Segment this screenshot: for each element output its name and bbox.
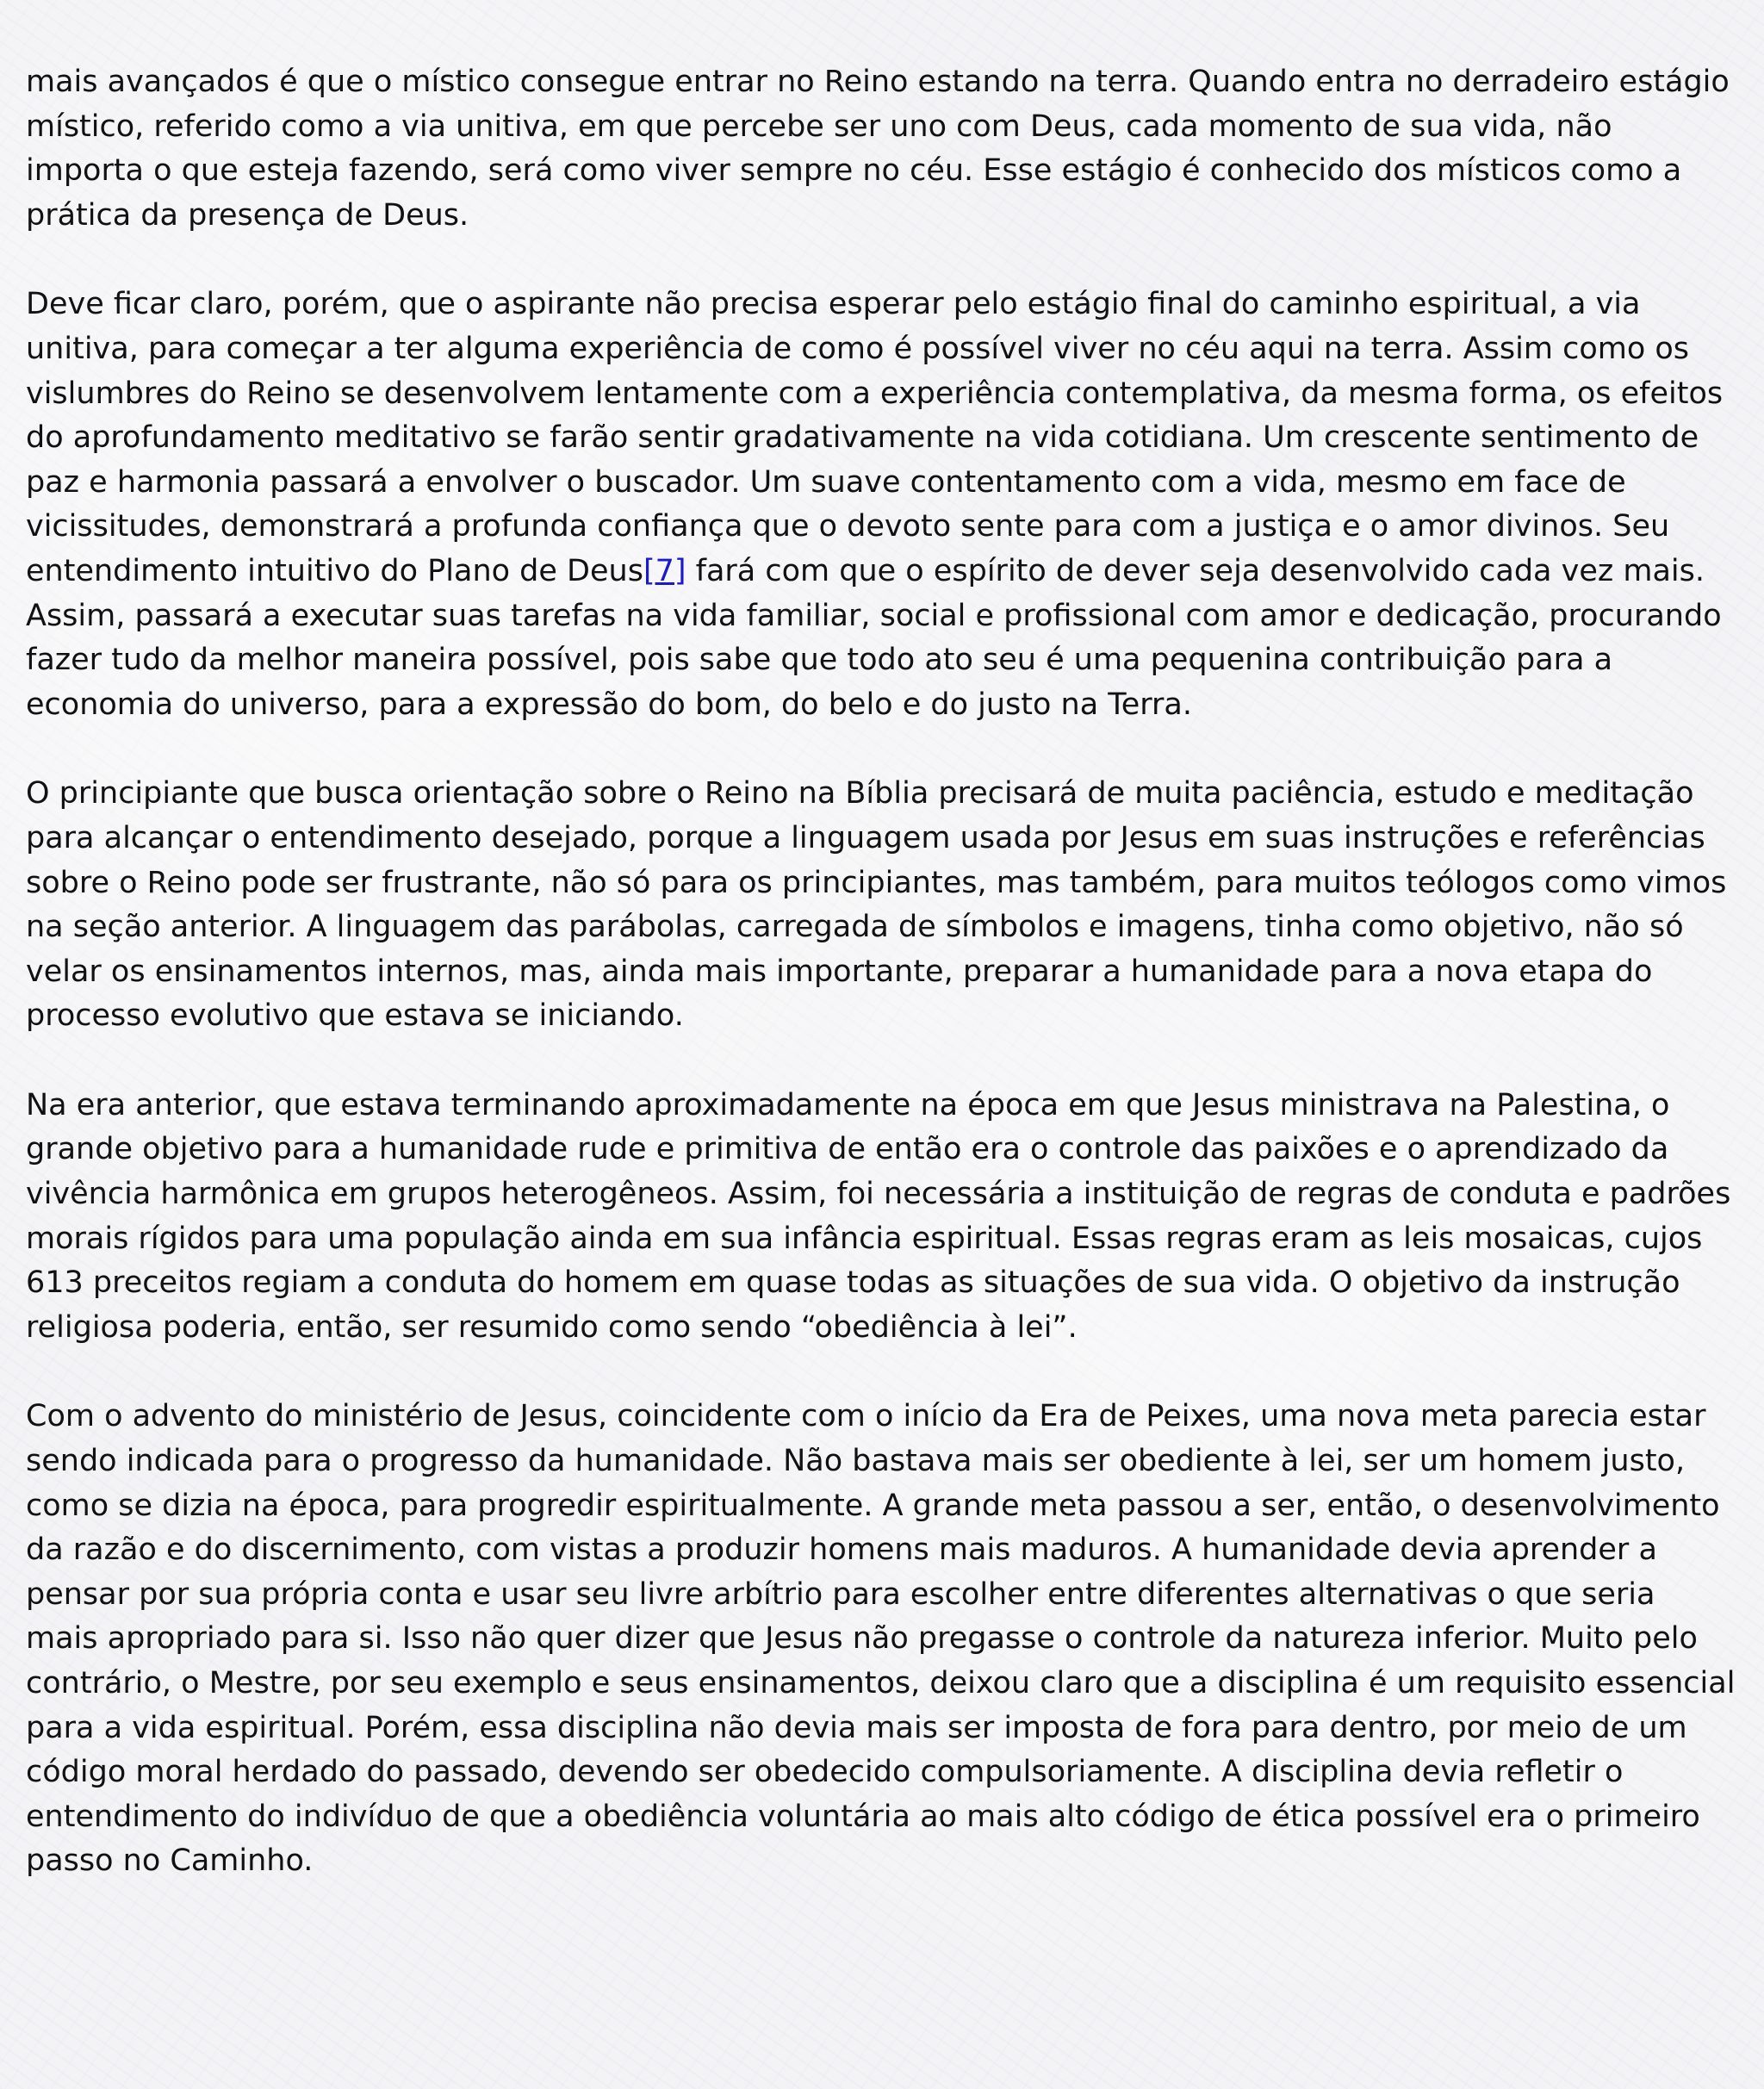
document-body — [26, 60, 1736, 1929]
footnote-link-7[interactable]: [7] — [643, 553, 686, 588]
paragraph-5: Com o advento do ministério de Jesus, coincidente com o início da Era de Peixes, uma nova meta parecia estar sendo indicada para o progresso da humanidade. Não bastava mais ser obediente à lei, ser um homem justo, como se dizia na época, para progredir espiritualmente. A grande meta passou a ser, então, o desenvolvimento da razão e do discernimento, com vistas a produzir homens mais maduros. A humanidade devia aprender a pensar por sua própria conta e usar seu livre arbítrio para escolher entre diferentes alternativas o que seria mais apropriado para si. Isso não quer dizer que Jesus não pregasse o controle da natureza inferior. Muito pelo contrário, o Mestre, por seu exemplo e seus ensinamentos, deixou claro que a disciplina é um requisito essencial para a vida espiritual. Porém, essa disciplina não devia mais ser imposta de fora para dentro, por meio de um código moral herdado do passado, devendo ser obedecido compulsoriamente. A disciplina devia refletir o entendimento do indivíduo de que a obediência voluntária ao mais alto código de ética possível era o primeiro passo no Caminho. — [26, 1399, 1736, 1879]
paragraph-3: O principiante que busca orientação sobre o Reino na Bíblia precisará de muita paciência, estudo e meditação para alcançar o entendimento desejado, porque a linguagem usada por Jesus em suas instruções e referências sobre o Reino pode ser frustrante, não só para os principiantes, mas também, para muitos teólogos como vimos na seção anterior. A linguagem das parábolas, carregada de símbolos e imagens, tinha como objetivo, não só velar os ensinamentos internos, mas, ainda mais importante, preparar a humanidade para a nova etapa do processo evolutivo que estava se iniciando. — [26, 776, 1727, 1034]
paragraph-2-text-before: Deve ficar claro, porém, que o aspirante não precisa esperar pelo estágio final do caminho espiritual, a via unitiva, para começar a ter alguma experiência de como é possível viver no céu aqui na terra. Assim como os vislumbres do Reino se desenvolvem lentamente com a experiência contemplativa, da mesma forma, os efeitos do aprofundamento meditativo se farão sentir gradativamente na vida cotidiana. Um crescente sentimento de paz e harmonia passará a envolver o buscador. Um suave contentamento com a vida, mesmo em face de vicissitudes, demonstrará a profunda confiança que o devoto sente para com a justiça e o amor divinos. Seu entendimento intuitivo do Plano de Deus — [26, 287, 1724, 588]
paragraph-1: mais avançados é que o místico consegue entrar no Reino estando na terra. Quando entra no derradeiro estágio místico, referido como a via unitiva, em que percebe ser uno com Deus, cada momento de sua vida, não importa o que esteja fazendo, será como viver sempre no céu. Esse estágio é conhecido dos místicos como a prática da presença de Deus. — [26, 65, 1730, 233]
paragraph-2-text-after: fará com que o espírito de dever seja desenvolvido cada vez mais. Assim, passará a executar suas tarefas na vida familiar, social e profissional com amor e dedicação, procurando fazer tudo da melhor maneira possível, pois sabe que todo ato seu é uma pequenina contribuição para a economia do universo, para a expressão do bom, do belo e do justo na Terra. — [26, 553, 1722, 722]
paragraph-4: Na era anterior, que estava terminando aproximadamente na época em que Jesus ministrava na Palestina, o grande objetivo para a humanidade rude e primitiva de então era o controle das paixões e o aprendizado da vivência harmônica em grupos heterogêneos. Assim, foi necessária a instituição de regras de conduta e padrões morais rígidos para uma população ainda em sua infância espiritual. Essas regras eram as leis mosaicas, cujos 613 preceitos regiam a conduta do homem em quase todas as situações de sua vida. O objetivo da instrução religiosa poderia, então, ser resumido como sendo “obediência à lei”. — [26, 1087, 1731, 1345]
paragraph-2 — [26, 283, 1736, 727]
